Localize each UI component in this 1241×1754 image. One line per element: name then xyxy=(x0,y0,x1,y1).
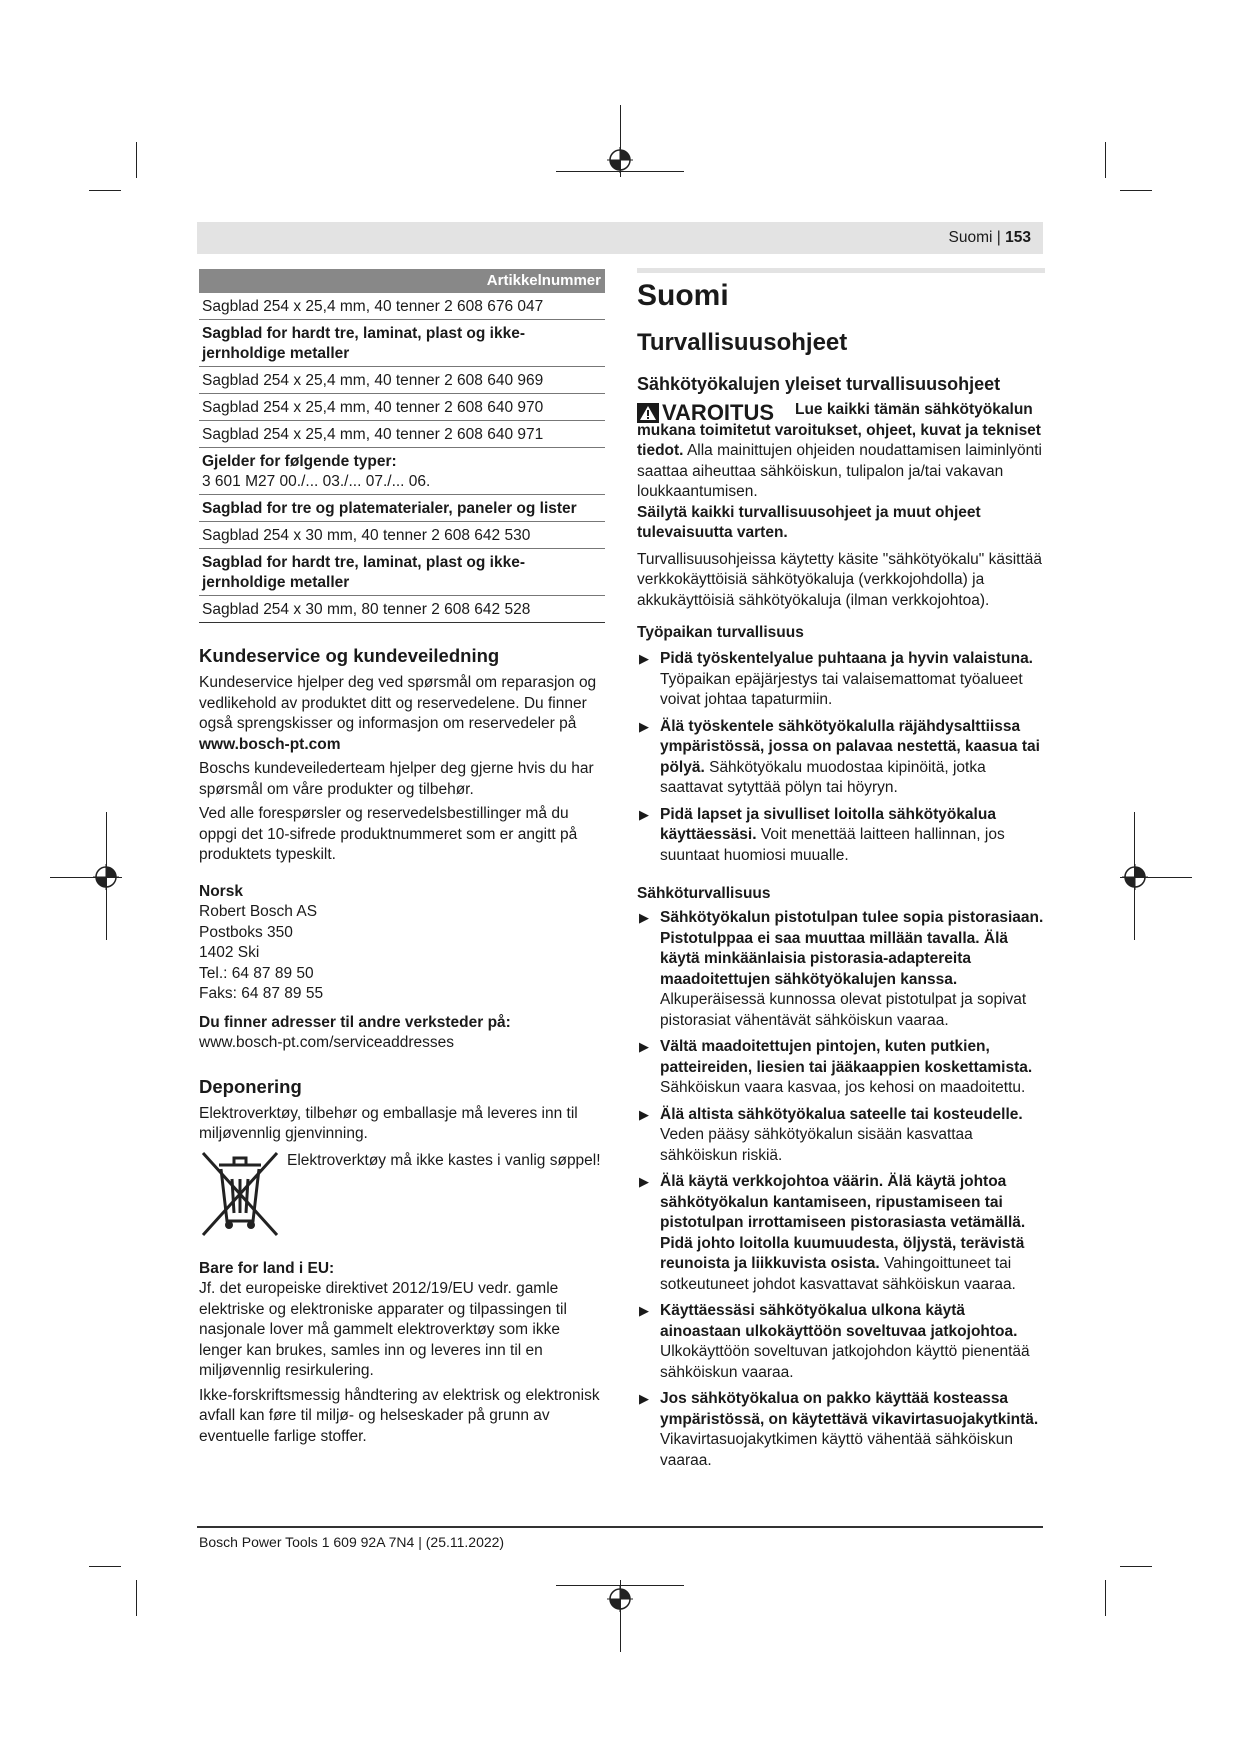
warning-rest: Alla mainittujen ohjeiden noudattamisen laiminlyönti saattaa aiheuttaa sähköiskun, tulipalon ja/tai vakavan loukkaantumisen. xyxy=(637,442,1042,500)
crop-mark xyxy=(136,1580,137,1616)
footer-rule xyxy=(197,1526,1043,1528)
table-row: Sagblad for hardt tre, laminat, plast og ikke-jernholdige metaller xyxy=(199,320,605,367)
registration-mark-icon xyxy=(607,147,633,173)
bullet-bold-text: Käyttäessäsi sähkötyökalua ulkona käytä ainoastaan ulkokäyttöön soveltuvaa jatkojohtoa. xyxy=(660,1302,1018,1340)
address-line: 1402 Ski xyxy=(199,944,260,961)
table-row: Sagblad 254 x 25,4 mm, 40 tenner 2 608 676 047 xyxy=(199,293,605,320)
bullet-bold-text: Jos sähkötyökalua on pakko käyttää kosteassa ympäristössä, on käytettävä vikavirtasuojakytkintä. xyxy=(660,1390,1039,1428)
bullet-arrow-icon: ▶ xyxy=(639,1106,649,1122)
crop-mark xyxy=(1120,1566,1152,1567)
safety-bullet xyxy=(637,649,1045,711)
bullet-text: Voit menettää laitteen hallinnan, jos suuntaat huomiosi muualle. xyxy=(660,826,1005,864)
work-safety-list xyxy=(637,649,1045,866)
eu-title: Bare for land i EU: xyxy=(199,1259,335,1277)
safety-bullet xyxy=(637,717,1045,799)
safety-title: Turvallisuusohjeet xyxy=(637,329,848,356)
weee-text: Elektroverktøy må ikke kastes i vanlig søppel! xyxy=(287,1151,601,1169)
bullet-bold-text: Sähkötyökalun pistotulpan tulee sopia pistorasiaan. Pistotulppaa ei saa muuttaa millään tavalla. Älä käytä minkäänlaisia pistorasia-adaptereita maadoitettujen sähkötyökalujen kanssa. xyxy=(660,909,1044,988)
safety-bullet xyxy=(637,1389,1045,1471)
bullet-text: Alkuperäisessä kunnossa olevat pistotulpat ja sopivat pistorasiat vähentävät sähköiskun vaaraa. xyxy=(660,991,1027,1029)
address-line: Faks: 64 87 89 55 xyxy=(199,985,324,1002)
deponering-paragraph: Elektroverktøy, tilbehør og emballasje må leveres inn til miljøvennlig gjenvinning. xyxy=(199,1104,578,1142)
table-row: Sagblad for tre og platematerialer, paneler og lister xyxy=(199,495,605,522)
bullet-arrow-icon: ▶ xyxy=(639,806,649,822)
page-number: 153 xyxy=(1005,229,1031,246)
warning-label-text: VAROITUS xyxy=(662,400,775,425)
bullet-arrow-icon: ▶ xyxy=(639,1391,649,1406)
crop-mark xyxy=(1105,1580,1106,1616)
deponering-paragraph: Jf. det europeiske direktivet 2012/19/EU vedr. gamle elektriske og elektroniske apparater og tilpassingen til nasjonale lover må gammelt elektroverktøy som ikke lenger kan brukes, samles inn og leveres inn til en miljøvennlig resirkulering. xyxy=(199,1280,567,1379)
bullet-text: Työpaikan epäjärjestys tai valaisemattomat työalueet voivat johtaa tapaturmiin. xyxy=(660,670,1023,708)
kundeservice-url xyxy=(199,735,605,756)
registration-mark-icon xyxy=(1122,864,1148,890)
crop-mark xyxy=(1105,142,1106,178)
table-row: Sagblad for hardt tre, laminat, plast og ikke-jernholdige metaller xyxy=(199,549,605,596)
registration-mark-icon xyxy=(93,864,119,890)
electrical-safety-list xyxy=(637,908,1045,1471)
bullet-text: Veden pääsy sähkötyökalun sisään kasvattaa sähköiskun riskiä. xyxy=(660,1126,973,1164)
page-header xyxy=(197,222,1043,254)
footer-text: Bosch Power Tools 1 609 92A 7N4 | (25.11.2022) xyxy=(199,1534,505,1550)
bullet-bold-text: Vältä maadoitettujen pintojen, kuten putkien, patteireiden, liesien tai jääkaappien koskettamista. xyxy=(660,1038,1033,1076)
address-line: Robert Bosch AS xyxy=(199,903,318,920)
bullet-bold-text: Pidä työskentelyalue puhtaana ja hyvin valaistuna. xyxy=(660,650,1033,667)
deponering-paragraph: Ikke-forskriftsmessig håndtering av elektrisk og elektronisk avfall kan føre til miljø- og helseskader på grunn av eventuelle farlige stoffer. xyxy=(199,1386,600,1445)
keep-instructions: Säilytä kaikki turvallisuusohjeet ja muut ohjeet tulevaisuutta varten. xyxy=(637,503,981,541)
bullet-arrow-icon: ▶ xyxy=(639,1303,649,1318)
bullet-arrow-icon: ▶ xyxy=(639,910,649,925)
safety-bullet xyxy=(637,1037,1045,1099)
bullet-bold-text: Älä käytä verkkojohtoa väärin. Älä käytä johtoa sähkötyökalun kantamiseen, ripustamiseen tai pistotulpan irrottamiseen pistorasiasta vetämällä. Pidä johto loitolla kuumuudesta, öljystä, terävistä reunoista ja liikkuvista osista. xyxy=(660,1173,1026,1272)
right-column xyxy=(637,264,1045,1477)
address-line: Postboks 350 xyxy=(199,923,293,941)
other-addresses-title: Du finner adresser til andre verksteder på: xyxy=(199,1013,511,1031)
table-row: Sagblad 254 x 30 mm, 40 tenner 2 608 642 530 xyxy=(199,522,605,549)
bullet-bold-text: Pidä lapset ja sivulliset loitolla sähkötyökalua käyttäessäsi. xyxy=(660,805,996,843)
table-row: Sagblad 254 x 25,4 mm, 40 tenner 2 608 640 971 xyxy=(199,421,605,448)
table-row-subtext: 3 601 M27 00./... 03./... 07./... 06. xyxy=(202,473,431,490)
kundeservice-paragraph: Ved alle forespørsler og reservedelsbestillinger må du oppgi det 10-sifrede produktnummeret som er angitt på produktets typeskilt. xyxy=(199,805,578,863)
table-header: Artikkelnummer xyxy=(199,269,605,293)
language-title: Suomi xyxy=(637,279,729,312)
table-body xyxy=(199,293,605,623)
deponering-title: Deponering xyxy=(199,1075,302,1097)
article-table xyxy=(199,269,605,623)
safety-bullet xyxy=(637,1301,1045,1383)
general-safety-title: Sähkötyökalujen yleiset turvallisuusohjeet xyxy=(637,374,1001,394)
other-addresses-url[interactable]: www.bosch-pt.com/serviceaddresses xyxy=(199,1034,454,1051)
safety-bullet xyxy=(637,805,1045,867)
electrical-safety-title: Sähköturvallisuus xyxy=(637,885,771,902)
work-safety-title: Työpaikan turvallisuus xyxy=(637,624,804,641)
left-column xyxy=(199,269,605,1451)
kundeservice-paragraph: Kundeservice hjelper deg ved spørsmål om reparasjon og vedlikehold av produktet ditt og reservedelene. Du finner også sprengskisser og informasjon om reservedeler på xyxy=(199,674,597,732)
table-row: Gjelder for følgende typer: 3 601 M27 00./... 03./... 07./... 06. xyxy=(199,448,605,495)
bullet-bold-text: Älä työskentele sähkötyökalulla räjähdysalttiissa ympäristössä, jossa on palavaa nestettä, kaasua tai pölyä. xyxy=(660,717,1040,776)
warning-bold: Lue kaikki tämän sähkötyökalun mukana toimitetut varoitukset, ohjeet, kuvat ja tekniset tiedot. xyxy=(637,401,1041,459)
safety-bullet xyxy=(637,1105,1045,1167)
crop-mark xyxy=(1120,190,1152,191)
registration-mark-icon xyxy=(607,1586,633,1612)
address-line: Tel.: 64 87 89 50 xyxy=(199,964,314,982)
bullet-text: Sähköiskun vaara kasvaa, jos kehosi on maadoitettu. xyxy=(660,1079,1026,1096)
safety-bullet xyxy=(637,1172,1045,1295)
crop-mark xyxy=(89,1566,121,1567)
kundeservice-title: Kundeservice og kundeveiledning xyxy=(199,645,500,666)
bullet-arrow-icon: ▶ xyxy=(639,651,649,666)
header-text xyxy=(949,229,1031,247)
kundeservice-paragraph: Boschs kundeveilederteam hjelper deg gjerne hvis du har spørsmål om våre produkter og tilbehør. xyxy=(199,760,594,798)
bullet-text: Ulkokäyttöön soveltuvan jatkojohdon käyttö pienentää sähköiskun vaaraa. xyxy=(660,1343,1030,1381)
crop-mark xyxy=(89,190,121,191)
bullet-text: Vikavirtasuojakytkimen käyttö vähentää sähköiskun vaaraa. xyxy=(660,1431,1013,1469)
weee-block xyxy=(199,1145,605,1253)
table-row: Sagblad 254 x 25,4 mm, 40 tenner 2 608 640 969 xyxy=(199,367,605,394)
safety-bullet xyxy=(637,908,1045,1031)
header-section: Suomi xyxy=(948,229,993,246)
bullet-arrow-icon: ▶ xyxy=(639,718,649,734)
term-definition: Turvallisuusohjeissa käytetty käsite "sähkötyökalu" käsittää verkkokäyttöisiä sähkötyökaluja (verkkojohdolla) ja akkukäyttöisiä sähkötyökaluja (ilman verkkojohtoa). xyxy=(637,550,1043,609)
bullet-arrow-icon: ▶ xyxy=(639,1039,649,1054)
address-block xyxy=(199,902,605,1005)
bullet-text: Sähkötyökalu muodostaa kipinöitä, jotka saattavat sytyttää pölyn tai höyryn. xyxy=(660,758,986,796)
bullet-text: Vahingoittuneet tai sotkeutuneet johdot kasvattavat sähköiskun vaaraa. xyxy=(660,1255,1016,1293)
bullet-arrow-icon: ▶ xyxy=(639,1174,649,1189)
crossed-bin-icon xyxy=(199,1149,281,1239)
address-country: Norsk xyxy=(199,882,243,900)
kundeservice-link[interactable]: www.bosch-pt.com xyxy=(199,735,341,753)
crop-mark xyxy=(136,142,137,178)
warning-text xyxy=(637,400,1045,503)
table-row: Sagblad 254 x 30 mm, 80 tenner 2 608 642 528 xyxy=(199,596,605,623)
warning-block xyxy=(637,400,1045,503)
bullet-bold-text: Älä altista sähkötyökalua sateelle tai kosteudelle. xyxy=(660,1105,1023,1123)
header-separator: | xyxy=(996,229,1001,246)
table-row: Sagblad 254 x 25,4 mm, 40 tenner 2 608 640 970 xyxy=(199,394,605,421)
